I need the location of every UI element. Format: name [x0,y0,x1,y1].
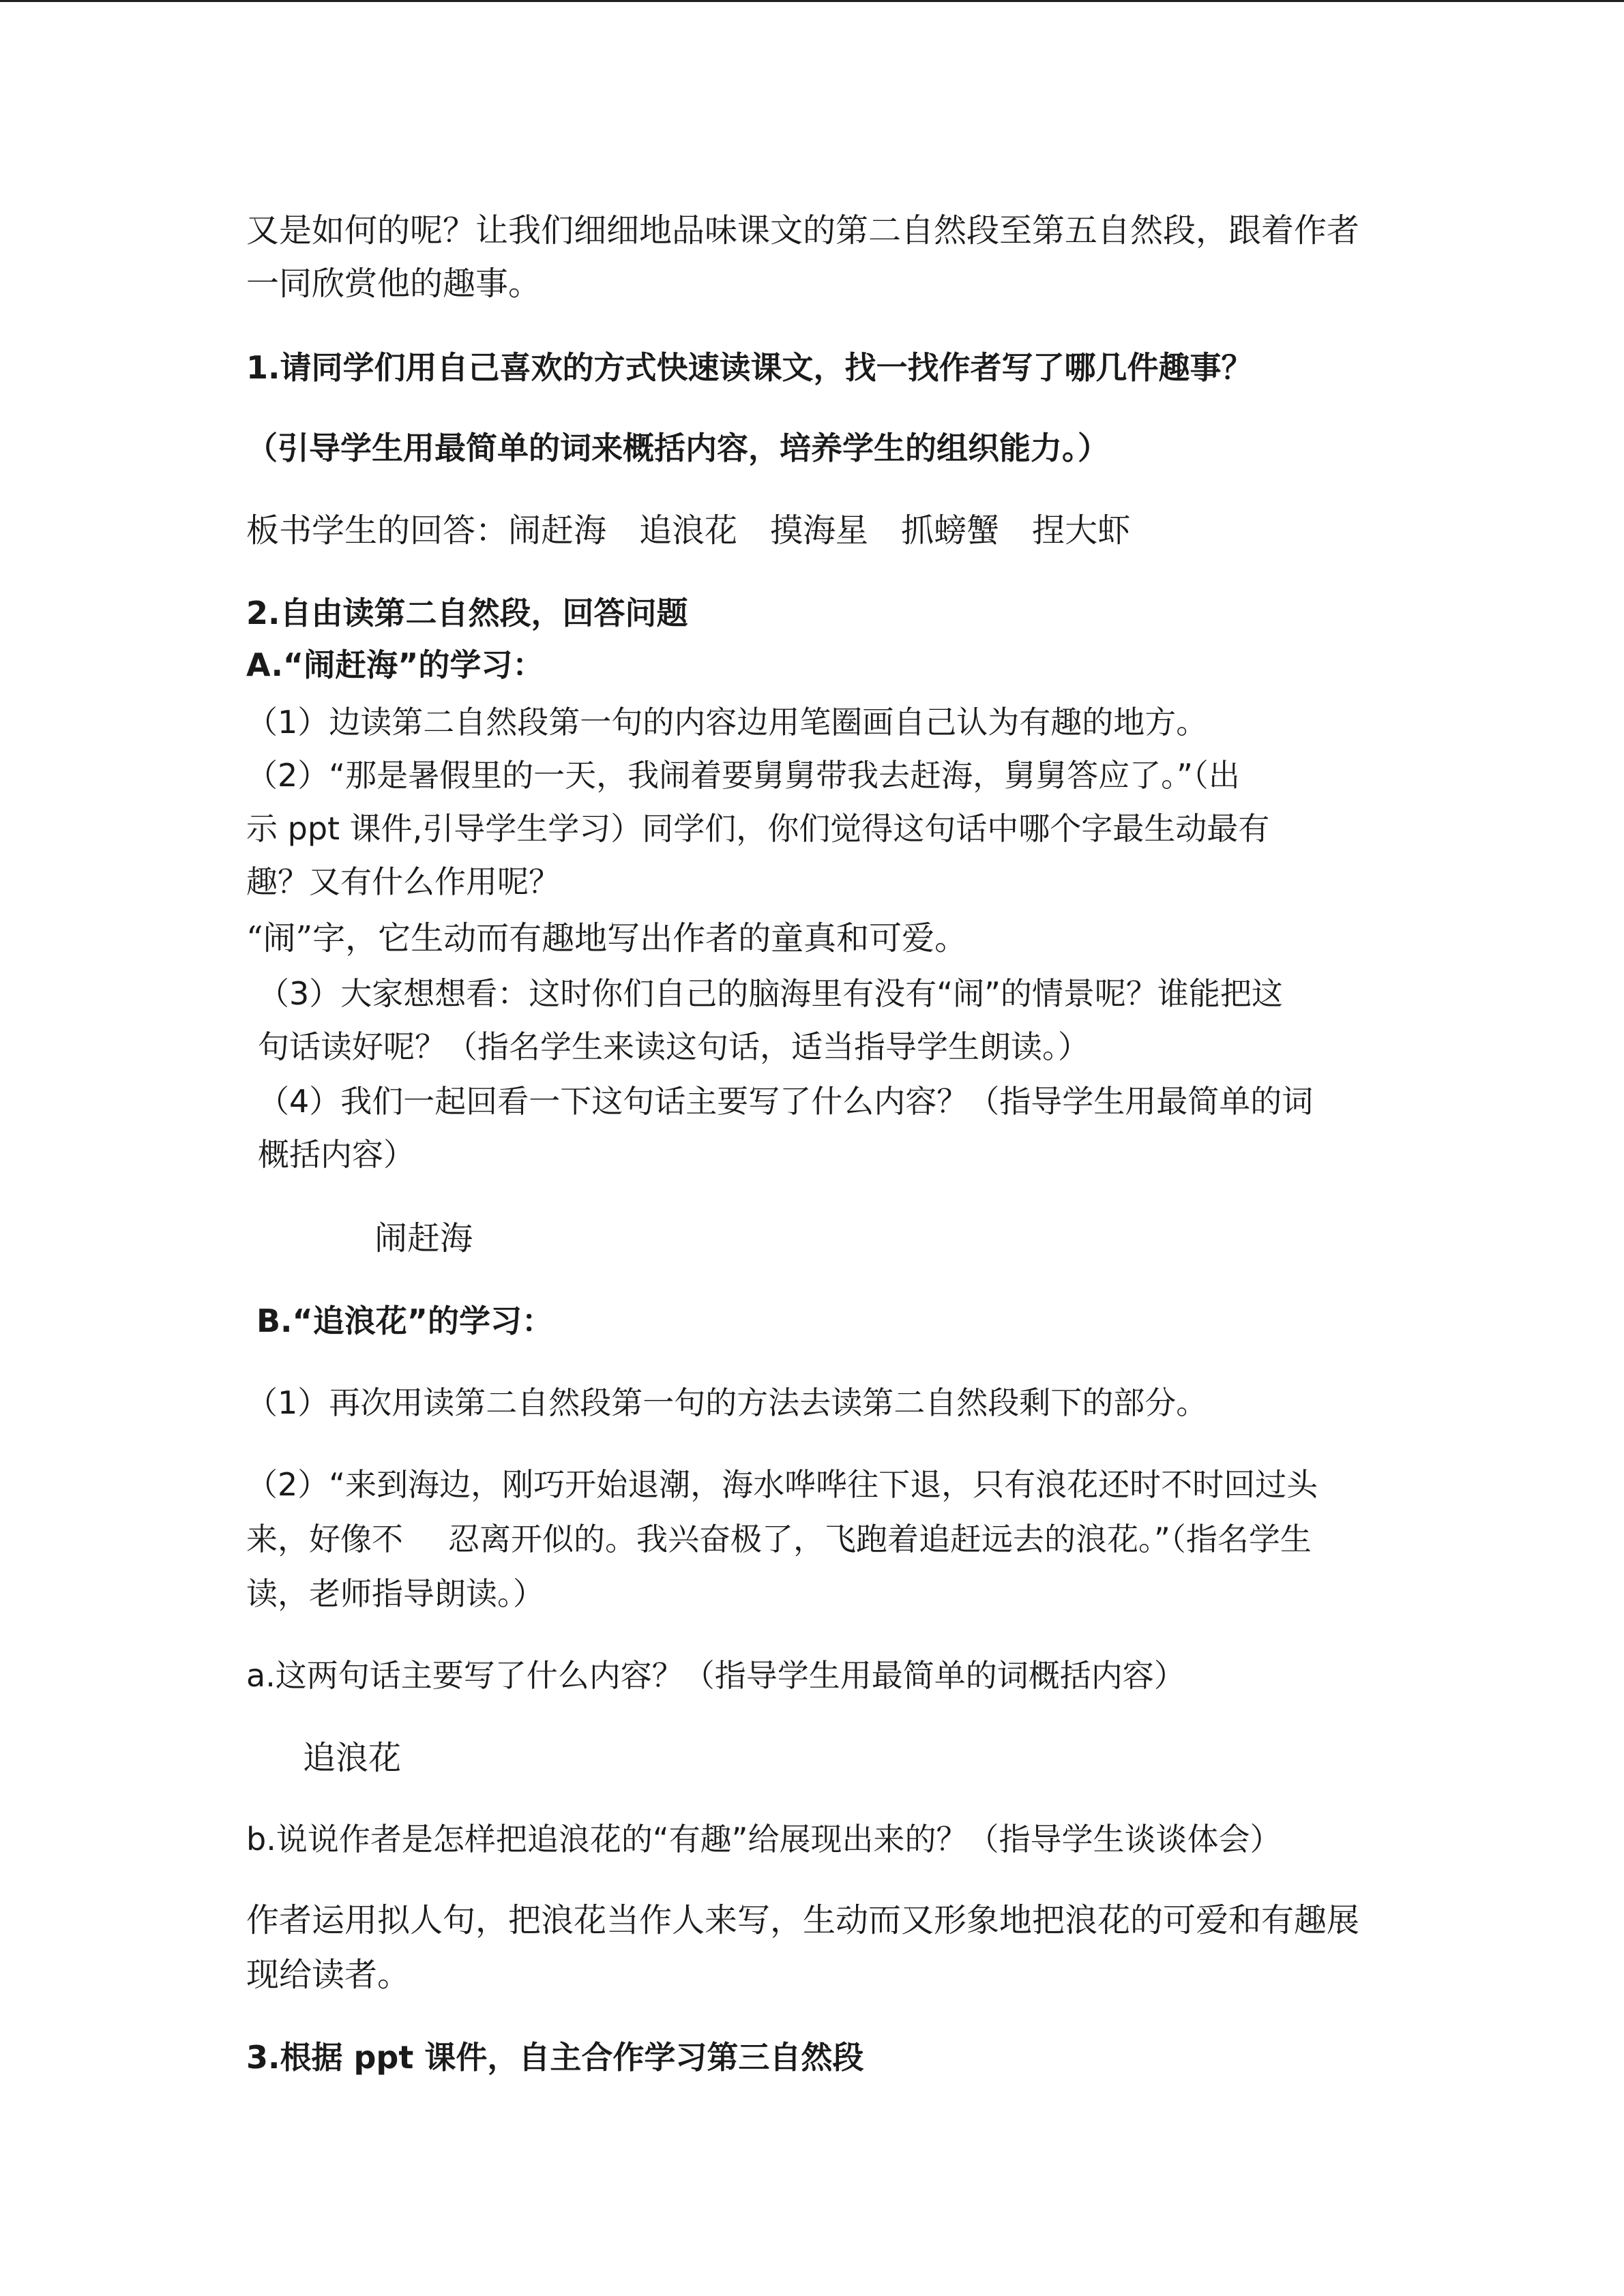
section-b-step-2-line-2 [246,1523,1312,1555]
section-b-step-2-line-2-part-a: 来，好像不 [246,1521,403,1557]
section-a-step-4-line-1: （4）我们一起回看一下这句话主要写了什么内容？（指导学生用最简单的词 [258,1083,1314,1120]
section-a-step-1: （1）边读第二自然段第一句的内容边用笔圈画自己认为有趣的地方。 [246,704,1208,741]
board-answers [246,511,1131,550]
section-a-step-2-line-3: 趣？又有什么作用呢？ [246,863,560,900]
section-b-keyword: 追浪花 [303,1739,402,1777]
section-b-step-2-line-3: 读，老师指导朗读。） [246,1575,544,1612]
section-b-answer-line-1: 作者运用拟人句，把浪花当作人来写，生动而又形象地把浪花的可爱和有趣展 [246,1901,1360,1939]
question-3: 3.根据 ppt 课件，自主合作学习第三自然段 [246,2039,864,2076]
paragraph-intro-line-1: 又是如何的呢？让我们细细地品味课文的第二自然段至第五自然段，跟着作者 [246,211,1360,250]
section-a-step-3-line-1: （3）大家想想看：这时你们自己的脑海里有没有“闹”的情景呢？谁能把这 [258,975,1283,1012]
board-item: 追浪花 [639,511,738,550]
section-b-question-a: a.这两句话主要写了什么内容？（指导学生用最简单的词概括内容） [246,1657,1185,1694]
section-a-step-4-line-2: 概括内容） [258,1136,415,1173]
section-a-answer: “闹”字，它生动而有趣地写出作者的童真和可爱。 [246,919,968,957]
note-guide-summary: （引导学生用最简单的词来概括内容，培养学生的组织能力。） [246,430,1109,466]
paragraph-intro-line-2: 一同欣赏他的趣事。 [246,265,542,303]
section-b-title: B.“追浪花”的学习： [256,1302,554,1339]
section-a-step-3-line-2: 句话读好呢？（指名学生来读这句话，适当指导学生朗读。） [258,1028,1089,1065]
board-item: 抓螃蟹 [901,511,1000,550]
section-b-answer-line-2: 现给读者。 [246,1956,411,1994]
board-label: 板书学生的回答： [246,511,509,550]
top-border-line [0,0,1624,2]
section-b-question-b: b.说说作者是怎样把追浪花的“有趣”给展现出来的？（指导学生谈谈体会） [246,1821,1282,1858]
section-b-step-1: （1）再次用读第二自然段第一句的方法去读第二自然段剩下的部分。 [246,1384,1208,1421]
section-b-step-2-line-2-part-b: 忍离开似的。我兴奋极了，飞跑着追赶远去的浪花。”（指名学生 [448,1521,1312,1557]
board-item: 摸海星 [770,511,869,550]
section-a-title: A.“闹赶海”的学习： [246,646,544,683]
section-a-step-2-line-1: （2）“那是暑假里的一天，我闹着要舅舅带我去赶海，舅舅答应了。”（出 [246,757,1240,794]
section-a-keyword: 闹赶海 [374,1219,473,1257]
section-a-step-2-line-2: 示 ppt 课件,引导学生学习）同学们，你们觉得这句话中哪个字最生动最有 [246,810,1270,847]
question-1: 1.请同学们用自己喜欢的方式快速读课文，找一找作者写了哪几件趣事？ [246,349,1253,386]
section-b-step-2-line-1: （2）“来到海边，刚巧开始退潮，海水哗哗往下退，只有浪花还时不时回过头 [246,1466,1318,1503]
board-item: 捏大虾 [1032,511,1131,550]
question-2: 2.自由读第二自然段，回答问题 [246,595,688,631]
board-item: 闹赶海 [508,511,607,550]
